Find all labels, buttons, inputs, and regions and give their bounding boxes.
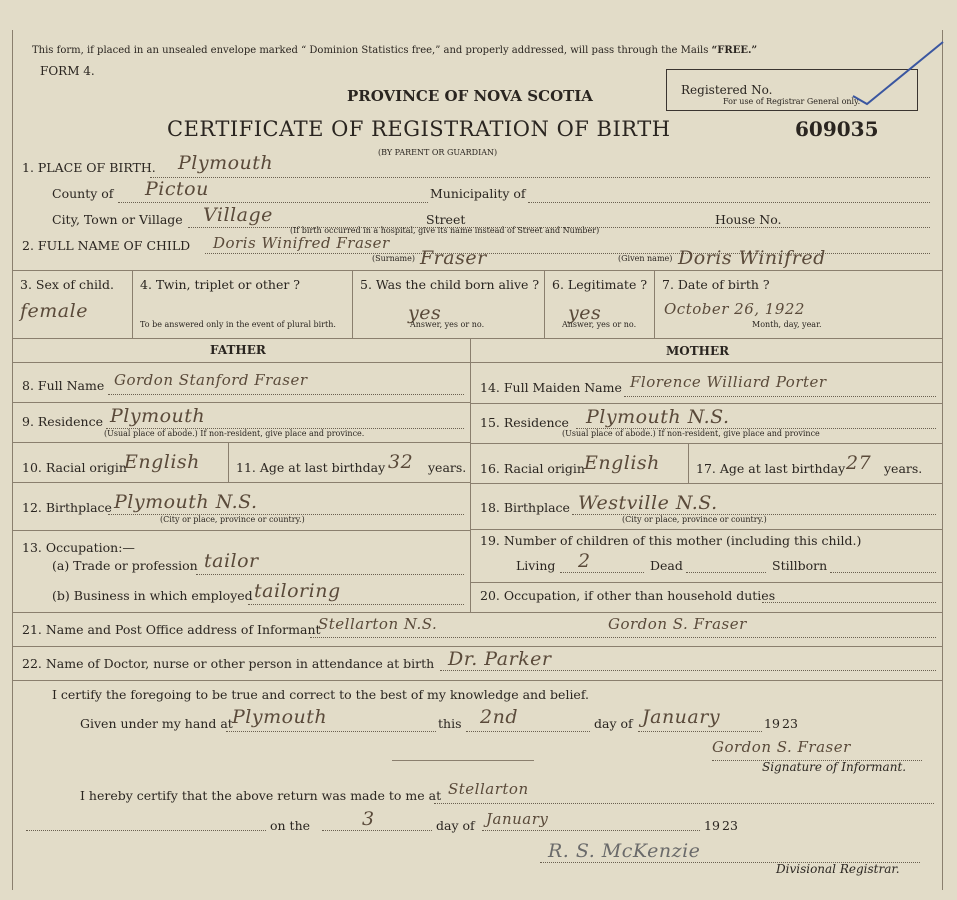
stillborn-line	[830, 572, 936, 573]
twin-note: To be answered only in the event of plural birth.	[140, 320, 336, 329]
business-label: (b) Business in which employed	[52, 588, 253, 603]
row3-divider-2	[352, 270, 353, 338]
trade-value: tailor	[204, 550, 259, 572]
mother-row-line-4	[470, 529, 942, 530]
registrar-place-line	[434, 803, 934, 804]
street-note: (If birth occurred in a hospital, give its name instead of Street and Number)	[290, 226, 600, 235]
living-value: 2	[578, 550, 591, 572]
registrar-month-value: January	[486, 810, 549, 828]
informant-top-line	[12, 612, 942, 613]
father-racial-value: English	[124, 451, 200, 473]
informant-line	[310, 637, 936, 638]
mail-notice: This form, if placed in an unsealed envelope marked “ Dominion Statistics free,” and properly addressed, will pass through the Mails “FREE.”	[32, 45, 758, 56]
cert-day-line	[466, 731, 590, 732]
legitimate-value: yes	[568, 302, 602, 324]
mother-row-line-1	[470, 403, 942, 404]
mother-row-line-2	[470, 443, 942, 444]
mother-name-line	[624, 396, 936, 397]
father-name-line	[108, 394, 464, 395]
mother-racial-value: English	[584, 452, 660, 474]
stillborn-label: Stillborn	[772, 558, 828, 573]
mother-residence-value: Plymouth N.S.	[586, 406, 730, 428]
mother-age-label: 17. Age at last birthday	[696, 461, 846, 476]
registrar-day-value: 3	[362, 808, 375, 830]
child-name-label: 2. FULL NAME OF CHILD	[22, 238, 191, 253]
dead-label: Dead	[650, 558, 683, 573]
house-label: House No.	[715, 212, 782, 227]
given-name-value: Doris Winifred	[678, 247, 826, 269]
father-residence-label: 9. Residence	[22, 414, 103, 429]
certificate-title: CERTIFICATE OF REGISTRATION OF BIRTH	[167, 117, 671, 141]
place-of-birth-value: Plymouth	[178, 152, 274, 174]
registrar-on-the-label: on the	[270, 818, 311, 833]
municipality-line	[528, 202, 930, 203]
legitimate-label: 6. Legitimate ?	[552, 277, 648, 292]
father-age-divider	[228, 442, 229, 482]
row3-divider-3	[544, 270, 545, 338]
mother-birthplace-value: Westville N.S.	[578, 492, 718, 514]
father-row-line-2	[12, 442, 470, 443]
doctor-label: 22. Name of Doctor, nurse or other person in attendance at birth	[22, 656, 435, 671]
sex-value: female	[20, 300, 88, 322]
father-heading: FATHER	[210, 343, 266, 357]
father-row-line-4	[12, 530, 470, 531]
children-count-label: 19. Number of children of this mother (including this child.)	[480, 533, 862, 548]
mother-years-label: years.	[884, 461, 923, 476]
father-row-line-3	[12, 482, 470, 483]
mother-heading: MOTHER	[666, 344, 730, 358]
mother-racial-label: 16. Racial origin	[480, 461, 585, 476]
father-years-label: years.	[428, 460, 467, 475]
mother-birthplace-note: (City or place, province or country.)	[622, 515, 767, 524]
registrar-day-line	[322, 830, 432, 831]
signature-of-informant-label: Signature of Informant.	[762, 760, 907, 774]
twin-label: 4. Twin, triplet or other ?	[140, 277, 300, 292]
father-birthplace-label: 12. Birthplace	[22, 500, 112, 515]
given-under-label: Given under my hand at	[80, 716, 233, 731]
given-place-line	[226, 731, 436, 732]
right-margin-line	[942, 30, 943, 890]
mother-row-line-3	[470, 483, 942, 484]
informant-signature: Gordon S. Fraser	[712, 738, 851, 756]
child-full-name: Doris Winifred Fraser	[213, 234, 390, 252]
mother-residence-note: (Usual place of abode.) If non-resident, give place and province	[562, 429, 820, 438]
cert-month-value: January	[642, 706, 721, 728]
cert-day-value: 2nd	[480, 706, 518, 728]
father-age-value: 32	[388, 451, 414, 473]
place-of-birth-label: 1. PLACE OF BIRTH.	[22, 160, 156, 175]
this-label: this	[438, 716, 462, 731]
registrar-place-value: Stellarton	[448, 780, 529, 798]
father-birthplace-note: (City or place, province or country.)	[160, 515, 305, 524]
given-place-value: Plymouth	[232, 706, 328, 728]
city-value: Village	[203, 204, 273, 226]
mother-age-divider	[688, 443, 689, 483]
informant-address-value: Stellarton N.S.	[318, 615, 438, 633]
province-heading: PROVINCE OF NOVA SCOTIA	[347, 87, 593, 105]
mother-row-line-5	[470, 582, 942, 583]
doctor-bottom-line	[12, 680, 942, 681]
doctor-line	[440, 670, 936, 671]
surname-value: Fraser	[420, 247, 487, 269]
informant-bottom-line	[12, 646, 942, 647]
alive-label: 5. Was the child born alive ?	[360, 277, 540, 292]
mother-occupation-line	[762, 602, 936, 603]
registrar-day-of-label: day of	[436, 818, 475, 833]
doctor-value: Dr. Parker	[448, 648, 552, 670]
certificate-number: 609035	[795, 117, 879, 141]
living-label: Living	[516, 558, 556, 573]
check-mark-icon	[845, 38, 945, 108]
informant-label: 21. Name and Post Office address of Informant	[22, 622, 321, 637]
parents-top-line	[12, 338, 942, 339]
registered-label: Registered No.	[681, 83, 773, 97]
father-residence-note: (Usual place of abode.) If non-resident, give place and province.	[104, 429, 365, 438]
cert-day-of-label: day of	[594, 716, 633, 731]
cert-month-line	[638, 731, 762, 732]
mother-birthplace-label: 18. Birthplace	[480, 500, 570, 515]
business-line	[248, 604, 464, 605]
row3-divider-1	[132, 270, 133, 338]
certificate-subtitle: (BY PARENT OR GUARDIAN)	[378, 148, 498, 157]
registrar-month-line	[482, 830, 700, 831]
father-occupation-label: 13. Occupation:—	[22, 540, 135, 555]
parents-header-line	[12, 362, 942, 363]
trade-label: (a) Trade or profession	[52, 558, 198, 573]
parents-center-divider	[470, 338, 471, 612]
father-name-value: Gordon Stanford Fraser	[114, 371, 308, 389]
registered-sub: For use of Registrar General only.	[723, 97, 861, 106]
cert-year-prefix: 19	[764, 716, 780, 731]
living-line	[560, 572, 644, 573]
father-age-label: 11. Age at last birthday	[236, 460, 386, 475]
mother-occupation-label: 20. Occupation, if other than household duties	[480, 588, 776, 603]
father-row-line-1	[12, 402, 470, 403]
alive-note: Answer, yes or no.	[410, 320, 485, 329]
dob-value: October 26, 1922	[664, 300, 805, 318]
alive-value: yes	[408, 302, 442, 324]
row3-divider-4	[654, 270, 655, 338]
trade-line	[196, 574, 464, 575]
short-rule	[392, 760, 534, 761]
county-label: County of	[52, 186, 114, 201]
municipality-label: Municipality of	[430, 186, 526, 201]
father-name-label: 8. Full Name	[22, 378, 105, 393]
father-racial-label: 10. Racial origin	[22, 460, 127, 475]
divisional-registrar-label: Divisional Registrar.	[776, 862, 900, 876]
business-value: tailoring	[254, 580, 341, 602]
form-number: FORM 4.	[40, 64, 95, 78]
sex-label: 3. Sex of child.	[20, 277, 115, 292]
cert-year-value: 23	[782, 716, 798, 731]
registrar-year-prefix: 19	[704, 818, 720, 833]
county-value: Pictou	[145, 178, 209, 200]
city-label: City, Town or Village	[52, 212, 183, 227]
legitimate-note: Answer, yes or no.	[562, 320, 637, 329]
father-birthplace-value: Plymouth N.S.	[114, 491, 258, 513]
given-name-label: (Given name)	[618, 254, 673, 263]
surname-label: (Surname)	[372, 254, 415, 263]
certify-statement: I certify the foregoing to be true and correct to the best of my knowledge and belief.	[52, 687, 589, 702]
row3-top-line	[12, 270, 942, 271]
mother-residence-label: 15. Residence	[480, 415, 569, 430]
place-of-birth-line	[150, 177, 930, 178]
registrar-statement: I hereby certify that the above return was made to me at	[80, 788, 442, 803]
dob-label: 7. Date of birth ?	[662, 277, 770, 292]
registrar-signature: R. S. McKenzie	[548, 840, 701, 862]
registrar-year-value: 23	[722, 818, 738, 833]
dob-note: Month, day, year.	[752, 320, 822, 329]
mother-name-label: 14. Full Maiden Name	[480, 380, 622, 395]
father-residence-value: Plymouth	[110, 405, 206, 427]
county-line	[118, 202, 428, 203]
street-label: Street	[426, 212, 466, 227]
mother-age-value: 27	[846, 452, 872, 474]
registrar-blank-line	[26, 830, 266, 831]
dead-line	[686, 572, 766, 573]
informant-name-value: Gordon S. Fraser	[608, 615, 747, 633]
mother-name-value: Florence Williard Porter	[630, 373, 827, 391]
left-margin-line	[12, 30, 13, 890]
